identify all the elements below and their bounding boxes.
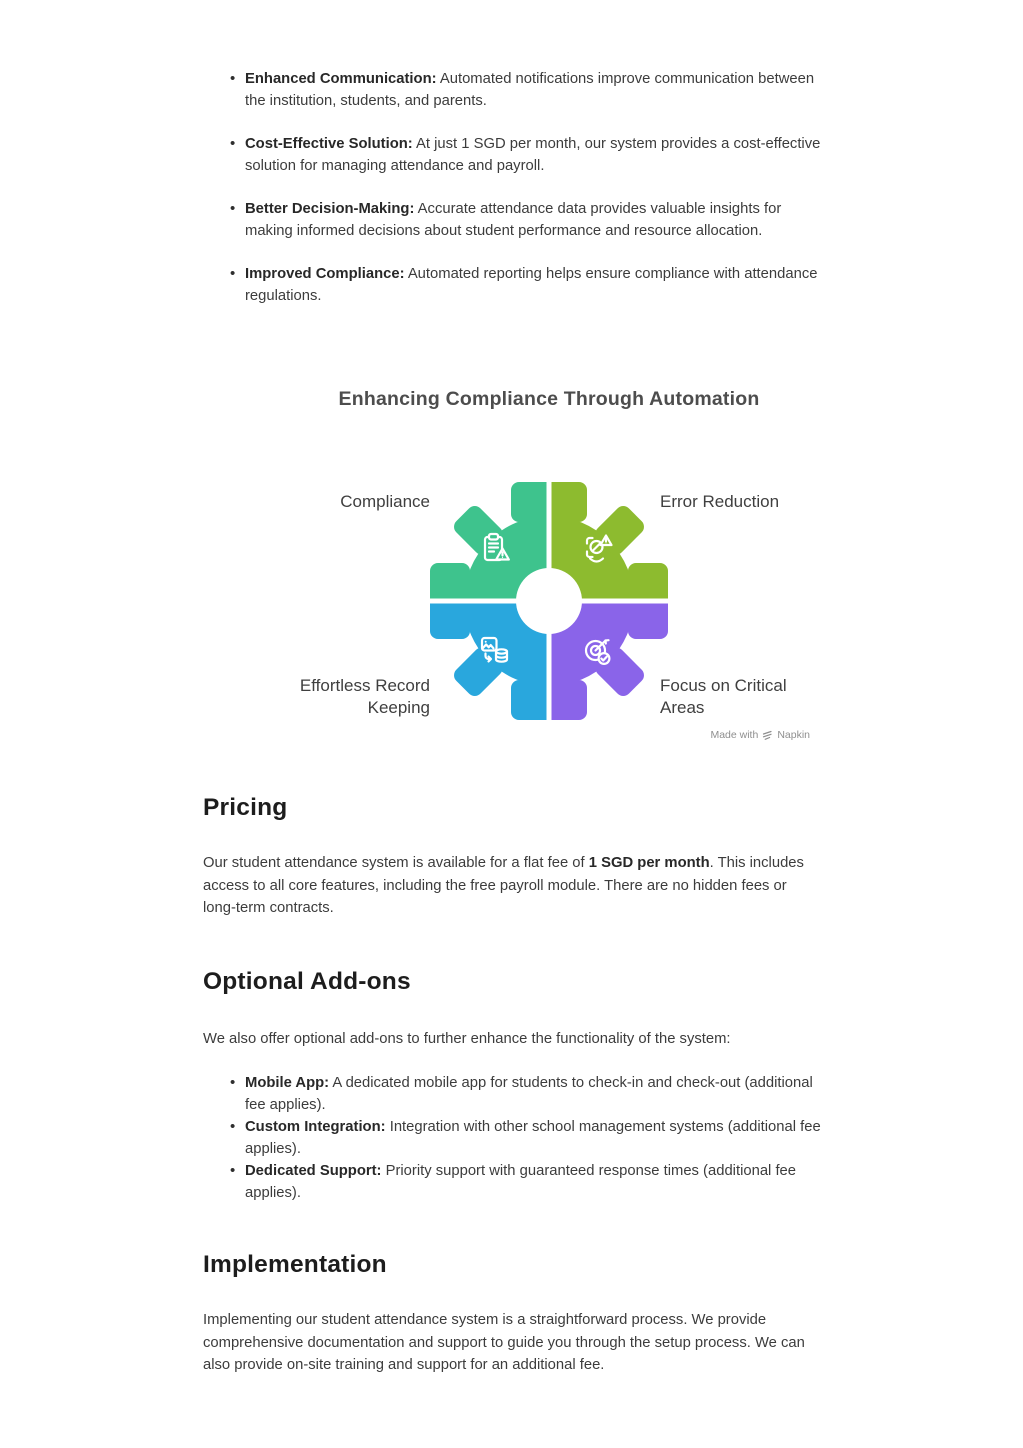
attribution-brand: Napkin [777,729,810,741]
list-item-text: Automated reporting helps ensure compliance with attendance regulations. [245,266,818,304]
benefits-list [203,68,823,307]
gear-diagram [424,476,674,726]
quadrant-label-effortless-record-keeping: Effortless Record Keeping [299,676,430,717]
list-item [245,198,823,242]
list-item [245,263,823,307]
addons-list [203,1072,823,1204]
pricing-price-highlight: 1 SGD per month [588,855,710,871]
addons-intro-paragraph: We also offer optional add-ons to further enhance the functionality of the system: [203,1030,731,1047]
pricing-text-pre: Our student attendance system is available for a flat fee of [203,855,589,871]
list-item-text: A dedicated mobile app for students to check-in and check-out (additional fee applies). [245,1075,813,1113]
list-item-text: Priority support with guaranteed response times (additional fee applies). [245,1163,797,1201]
list-item [245,1116,823,1160]
pricing-paragraph [203,852,823,920]
gear-svg [424,476,674,726]
list-item-label: Cost-Effective Solution: [245,136,413,152]
implementation-paragraph: Implementing our student attendance system is a straightforward process. We provide comprehensive documentation and support to guide you through the setup process. We can also provide on-site training and support for an additional fee. [203,1312,805,1373]
gear-center-hole [516,568,582,634]
section-heading-addons: Optional Add-ons [203,967,411,995]
list-item-text: Automated notifications improve communication between the institution, students, and parents. [245,71,815,109]
list-item-label: Enhanced Communication: [245,71,437,87]
list-item-label: Dedicated Support: [245,1163,382,1179]
list-item-text: Accurate attendance data provides valuable insights for making informed decisions about student performance and resource allocation. [245,201,782,239]
quadrant-label-focus-on-critical-areas: Focus on Critical Areas [660,676,787,717]
list-item [245,133,823,177]
attribution-text: Made with [710,729,759,741]
napkin-logo-icon [762,730,773,741]
list-item-label: Improved Compliance: [245,266,405,282]
list-item [245,1160,823,1204]
section-heading-pricing: Pricing [203,794,288,821]
list-item-text: At just 1 SGD per month, our system provides a cost-effective solution for managing attendance and payroll. [245,136,821,174]
napkin-attribution [710,729,810,741]
list-item-label: Better Decision-Making: [245,201,415,217]
quadrant-label-compliance: Compliance [340,492,430,511]
list-item-text: Integration with other school management systems (additional fee applies). [245,1119,821,1157]
list-item-label: Custom Integration: [245,1119,386,1135]
quadrant-label-error-reduction: Error Reduction [660,492,780,511]
compliance-automation-diagram [203,376,823,752]
diagram-title: Enhancing Compliance Through Automation [338,388,760,410]
list-item [245,68,823,112]
section-heading-implementation: Implementation [203,1251,387,1278]
list-item [245,1072,823,1116]
list-item-label: Mobile App: [245,1075,330,1091]
pricing-text-post: . This includes access to all core features, including the free payroll module. There are no hidden fees or long-term contracts. [203,855,804,916]
